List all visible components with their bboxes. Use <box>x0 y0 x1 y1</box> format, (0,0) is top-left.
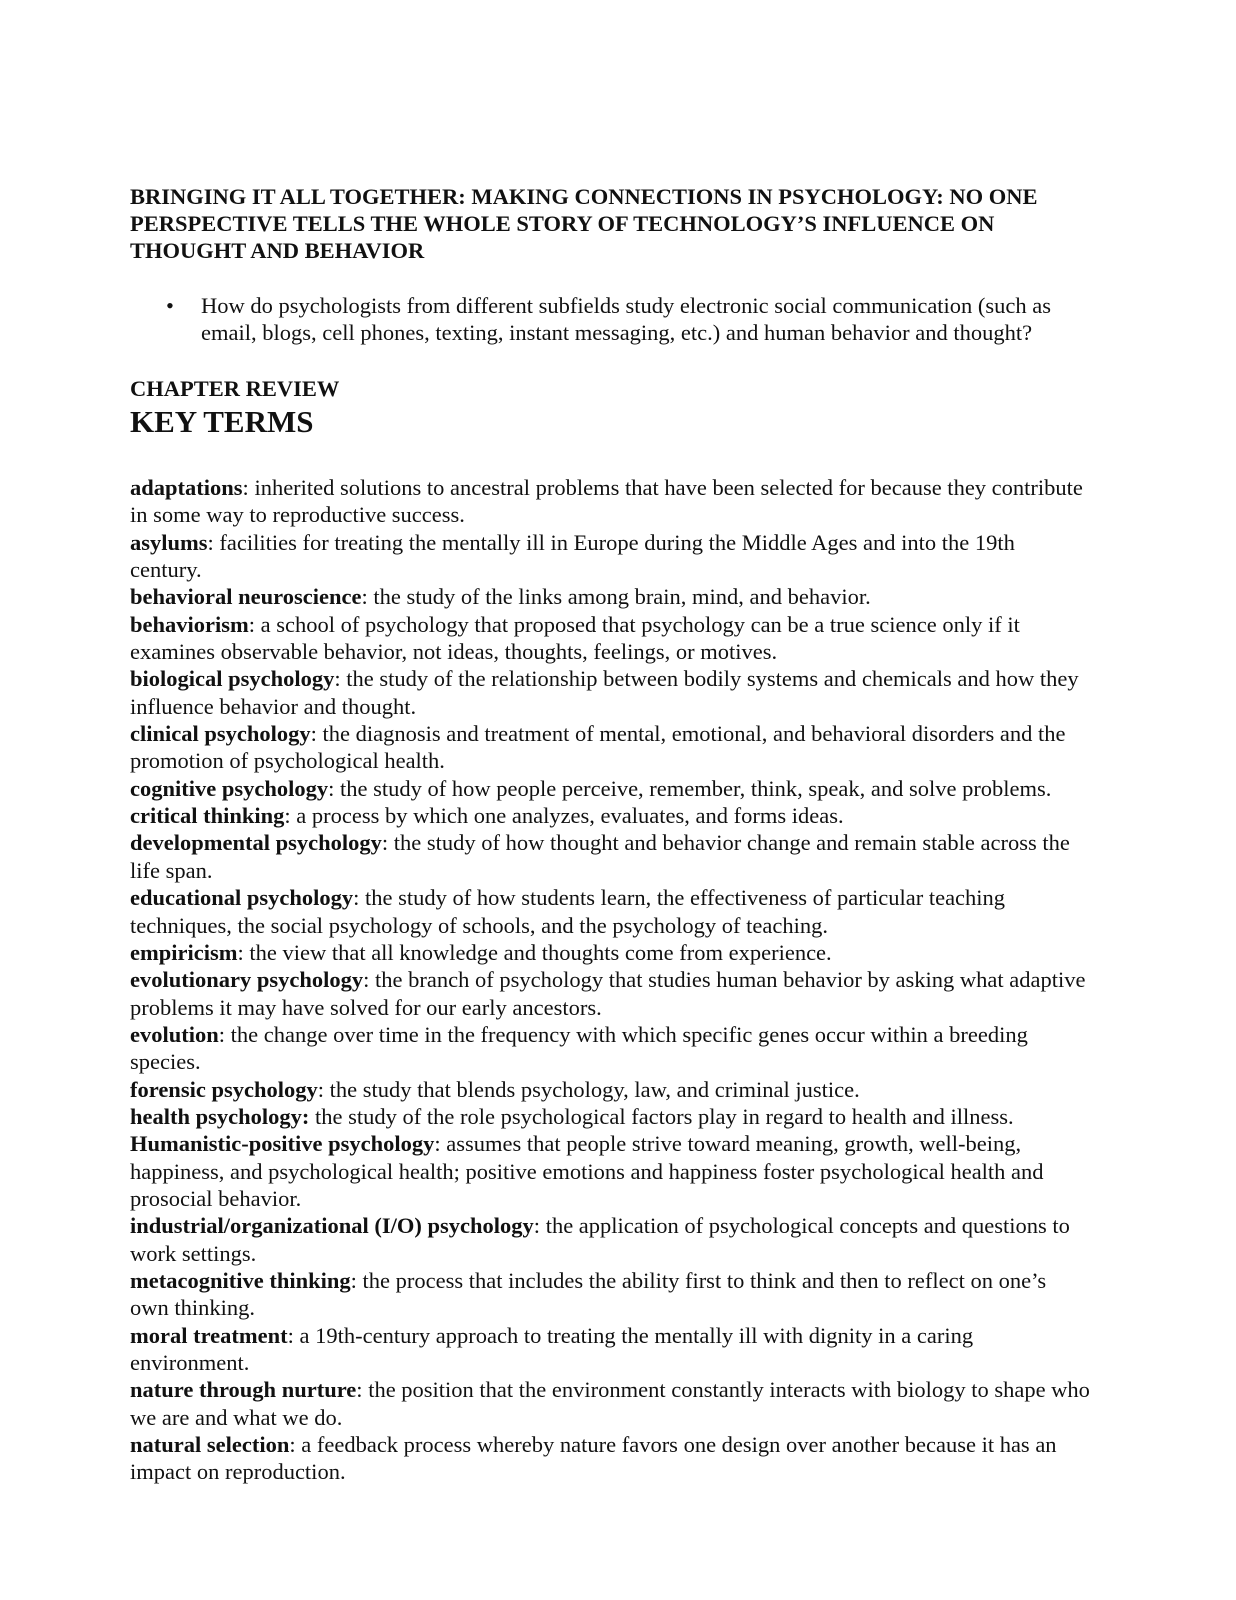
term-definition: the position that the environment constantly interacts with biology to shape who we are and what we do. <box>130 1377 1090 1430</box>
term-separator: : <box>361 584 374 610</box>
term-name: evolution <box>130 1021 219 1047</box>
term-name: clinical psychology <box>130 721 311 747</box>
term-name: adaptations <box>130 475 243 500</box>
term-definition: a 19th-century approach to treating the mentally ill with dignity in a caring environment. <box>130 1322 974 1375</box>
term-definition: the change over time in the frequency with which specific genes occur within a breeding species. <box>130 1021 1028 1075</box>
term-separator: : <box>242 475 255 500</box>
term-separator: : <box>381 830 394 856</box>
term-name: biological psychology <box>130 666 335 692</box>
term-name: industrial/organizational (I/O) psychology <box>130 1213 534 1239</box>
term-entry <box>130 1431 1090 1486</box>
term-definition: the branch of psychology that studies human behavior by asking what adaptive problems it may have solved for our early ancestors. <box>130 967 1086 1020</box>
term-definition: the view that all knowledge and thoughts come from experience. <box>249 939 832 965</box>
term-entry <box>130 474 1090 529</box>
term-separator: : <box>363 967 376 993</box>
term-name: forensic psychology <box>130 1076 318 1102</box>
document-page <box>130 183 1090 1486</box>
term-entry <box>130 1103 1090 1130</box>
term-entry <box>130 1021 1090 1076</box>
term-entry <box>130 775 1090 802</box>
term-name: behaviorism <box>130 611 249 637</box>
term-entry <box>130 1212 1090 1267</box>
term-definition: the study of how people perceive, remember, think, speak, and solve problems. <box>340 775 1052 801</box>
term-name: Humanistic-positive psychology <box>130 1131 435 1157</box>
bullet-icon: • <box>166 293 174 318</box>
term-definition: inherited solutions to ancestral problems that have been selected for because they contribute in some way to reproductive success. <box>130 475 1083 528</box>
term-definition: the diagnosis and treatment of mental, emotional, and behavioral disorders and the promotion of psychological health. <box>130 721 1066 774</box>
question-text: How do psychologists from different subfields study electronic social communication (such as email, blogs, cell phones, texting, instant messaging, etc.) and human behavior and thought? <box>201 293 1052 345</box>
term-entry <box>130 611 1090 666</box>
term-separator: : <box>237 939 250 965</box>
key-terms-heading: KEY TERMS <box>130 404 314 439</box>
term-entry <box>130 665 1090 720</box>
term-name: metacognitive thinking <box>130 1267 351 1293</box>
term-definition: the study that blends psychology, law, and criminal justice. <box>329 1076 860 1102</box>
term-entry <box>130 529 1090 584</box>
term-name: natural selection <box>130 1432 290 1458</box>
question-list <box>130 292 1090 346</box>
term-name: critical thinking <box>130 803 285 829</box>
term-entry <box>130 1322 1090 1377</box>
term-definition: a school of psychology that proposed that psychology can be a true science only if it examines observable behavior, not ideas, thoughts, feelings, or motives. <box>130 611 1020 665</box>
term-definition: the study of the role psychological factors play in regard to health and illness. <box>315 1103 1014 1129</box>
term-entry <box>130 1076 1090 1103</box>
chapter-review-heading: CHAPTER REVIEW <box>130 376 340 401</box>
term-name: evolutionary psychology <box>130 967 364 993</box>
term-separator: : <box>317 1076 330 1102</box>
term-definition: the process that includes the ability first to think and then to reflect on one’s own thinking. <box>130 1267 1047 1321</box>
term-definition: assumes that people strive toward meaning, growth, well-being, happiness, and psychological health; positive emotions and happiness foster psychological health and prosocial behavior. <box>130 1131 1044 1211</box>
term-definition: a feedback process whereby nature favors one design over another because it has an impact on reproduction. <box>130 1432 1057 1485</box>
term-definition: the study of how students learn, the effectiveness of particular teaching techniques, the social psychology of schools, and the psychology of teaching. <box>130 885 1006 938</box>
term-separator: : <box>289 1432 302 1458</box>
term-definition: a process by which one analyzes, evaluates, and forms ideas. <box>296 803 844 829</box>
term-entry <box>130 802 1090 829</box>
term-entry <box>130 1130 1090 1212</box>
term-separator: : <box>334 666 347 692</box>
term-name: asylums <box>130 529 208 555</box>
term-name: cognitive psychology <box>130 775 329 801</box>
term-separator: : <box>287 1322 300 1348</box>
term-entry <box>130 1267 1090 1322</box>
term-separator: : <box>218 1021 231 1047</box>
term-separator: : <box>248 611 261 637</box>
term-entry <box>130 966 1090 1021</box>
term-separator: : <box>353 885 366 911</box>
term-entry <box>130 583 1090 610</box>
term-name: nature through nurture <box>130 1377 357 1403</box>
term-entry <box>130 884 1090 939</box>
term-separator: : <box>328 775 341 801</box>
term-definition: the study of how thought and behavior change and remain stable across the life span. <box>130 830 1070 883</box>
term-separator: : <box>207 529 220 555</box>
term-separator: : <box>533 1213 546 1239</box>
term-separator: : <box>284 803 297 829</box>
term-separator: : <box>350 1267 363 1293</box>
term-entry <box>130 939 1090 966</box>
term-entry <box>130 829 1090 884</box>
term-definition: the study of the links among brain, mind, and behavior. <box>373 584 871 610</box>
term-name: moral treatment <box>130 1322 288 1348</box>
section-heading: BRINGING IT ALL TOGETHER: MAKING CONNECTIONS IN PSYCHOLOGY: NO ONE PERSPECTIVE TELLS THE WHOLE STORY OF TECHNOLOGY’S INFLUENCE ON THOUGHT AND BEHAVIOR <box>130 184 1038 263</box>
term-entry <box>130 720 1090 775</box>
term-name: empiricism <box>130 939 238 965</box>
term-entry <box>130 1376 1090 1431</box>
list-item <box>130 292 1090 346</box>
term-separator: : <box>356 1377 369 1403</box>
term-name: educational psychology <box>130 885 354 911</box>
term-definition: the application of psychological concepts and questions to work settings. <box>130 1213 1070 1266</box>
term-definition: facilities for treating the mentally ill in Europe during the Middle Ages and into the 19th century. <box>130 529 1015 583</box>
term-definition: the study of the relationship between bodily systems and chemicals and how they influence behavior and thought. <box>130 666 1079 719</box>
term-separator: : <box>434 1131 447 1157</box>
term-separator: : <box>310 721 323 747</box>
term-name: health psychology: <box>130 1103 310 1129</box>
term-name: behavioral neuroscience <box>130 584 362 610</box>
key-terms-list <box>130 474 1090 1486</box>
term-name: developmental psychology <box>130 830 382 856</box>
